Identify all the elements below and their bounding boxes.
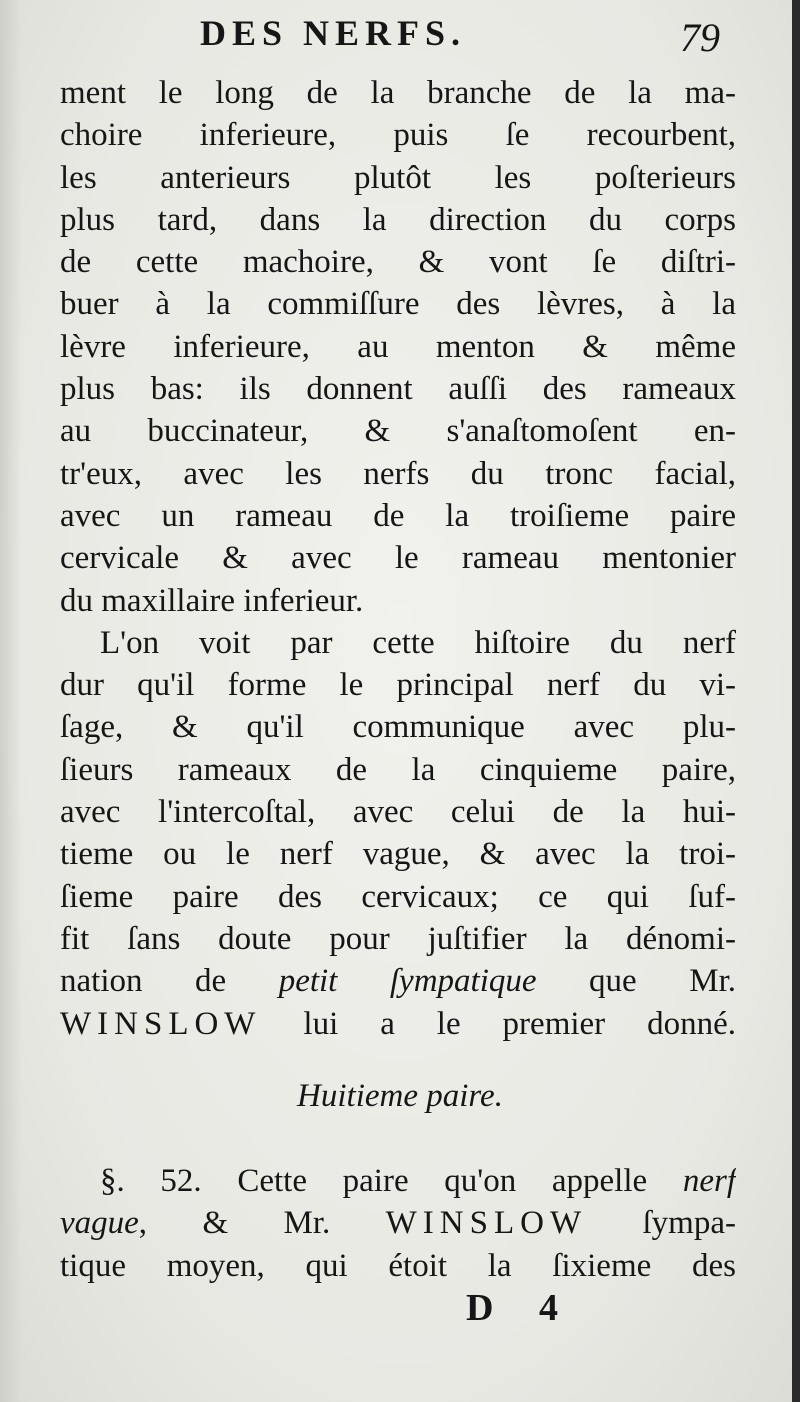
text-line	[60, 960, 736, 1002]
text-line: dur qu'il forme le principal nerf du vi-	[60, 667, 736, 704]
text-line: lèvre inferieure, au menton & même	[60, 328, 736, 365]
text-line: plus bas: ils donnent auſſi des rameaux	[60, 371, 736, 408]
text-line: L'on voit par cette hiſtoire du nerf	[100, 624, 736, 661]
paragraph-block	[60, 72, 736, 1045]
page-number: 79	[680, 15, 720, 60]
text-line: avec un rameau de la troiſieme paire	[60, 497, 736, 534]
paragraph-block	[60, 1160, 736, 1287]
running-title: DES NERFS.	[200, 13, 467, 53]
text-line: ſage, & qu'il communique avec plu-	[60, 709, 736, 746]
text-line: du maxillaire inferieur.	[60, 582, 364, 619]
text-run: ſympa-	[642, 1205, 736, 1242]
author-name: WINSLOW	[60, 1005, 262, 1042]
section-heading: Huitieme paire.	[297, 1078, 503, 1114]
signature-mark: D 4	[466, 1287, 576, 1329]
text-run: lui a le premier donné.	[303, 1005, 736, 1042]
text-line: plus tard, dans la direction du corps	[60, 201, 736, 238]
text-line	[60, 1202, 736, 1244]
page-right-edge	[792, 0, 800, 1402]
text-line: tieme ou le nerf vague, & avec la troi-	[60, 836, 736, 873]
text-line: avec l'intercoſtal, avec celui de la hui-	[60, 794, 736, 831]
text-run: que Mr.	[589, 963, 736, 1000]
text-run: §. 52. Cette paire qu'on appelle	[100, 1163, 648, 1199]
text-line: tr'eux, avec les nerfs du tronc facial,	[60, 455, 736, 492]
text-line: ſieurs rameaux de la cinquieme paire,	[60, 751, 736, 788]
text-line: les anterieurs plutôt les poſterieurs	[60, 159, 736, 196]
text-run: , & Mr.	[138, 1205, 331, 1242]
page-left-shadow	[0, 0, 22, 1402]
running-header	[0, 6, 800, 66]
text-line: au buccinateur, & s'anaſtomoſent en-	[60, 413, 736, 450]
text-line: tique moyen, qui étoit la ſixieme des	[60, 1247, 736, 1284]
text-line: cervicale & avec le rameau mentonier	[60, 540, 736, 577]
text-line: ment le long de la branche de la ma-	[60, 75, 736, 111]
text-line	[60, 1003, 736, 1045]
italic-term: nerf	[682, 1163, 736, 1199]
text-line: ſieme paire des cervicaux; ce qui ſuf-	[60, 878, 736, 915]
text-run: nation de	[60, 963, 227, 1000]
author-name: WINSLOW	[385, 1205, 588, 1242]
text-line: fit ſans doute pour juſtifier la dénomi-	[60, 920, 736, 957]
text-line: choire inferieure, puis ſe recourbent,	[60, 117, 736, 154]
italic-term: vague	[60, 1205, 139, 1242]
italic-term: petit ſympatique	[278, 963, 537, 1000]
text-line: buer à la commiſſure des lèvres, à la	[60, 286, 736, 323]
text-line	[60, 1160, 736, 1202]
text-line: de cette machoire, & vont ſe diſtri-	[60, 244, 736, 281]
